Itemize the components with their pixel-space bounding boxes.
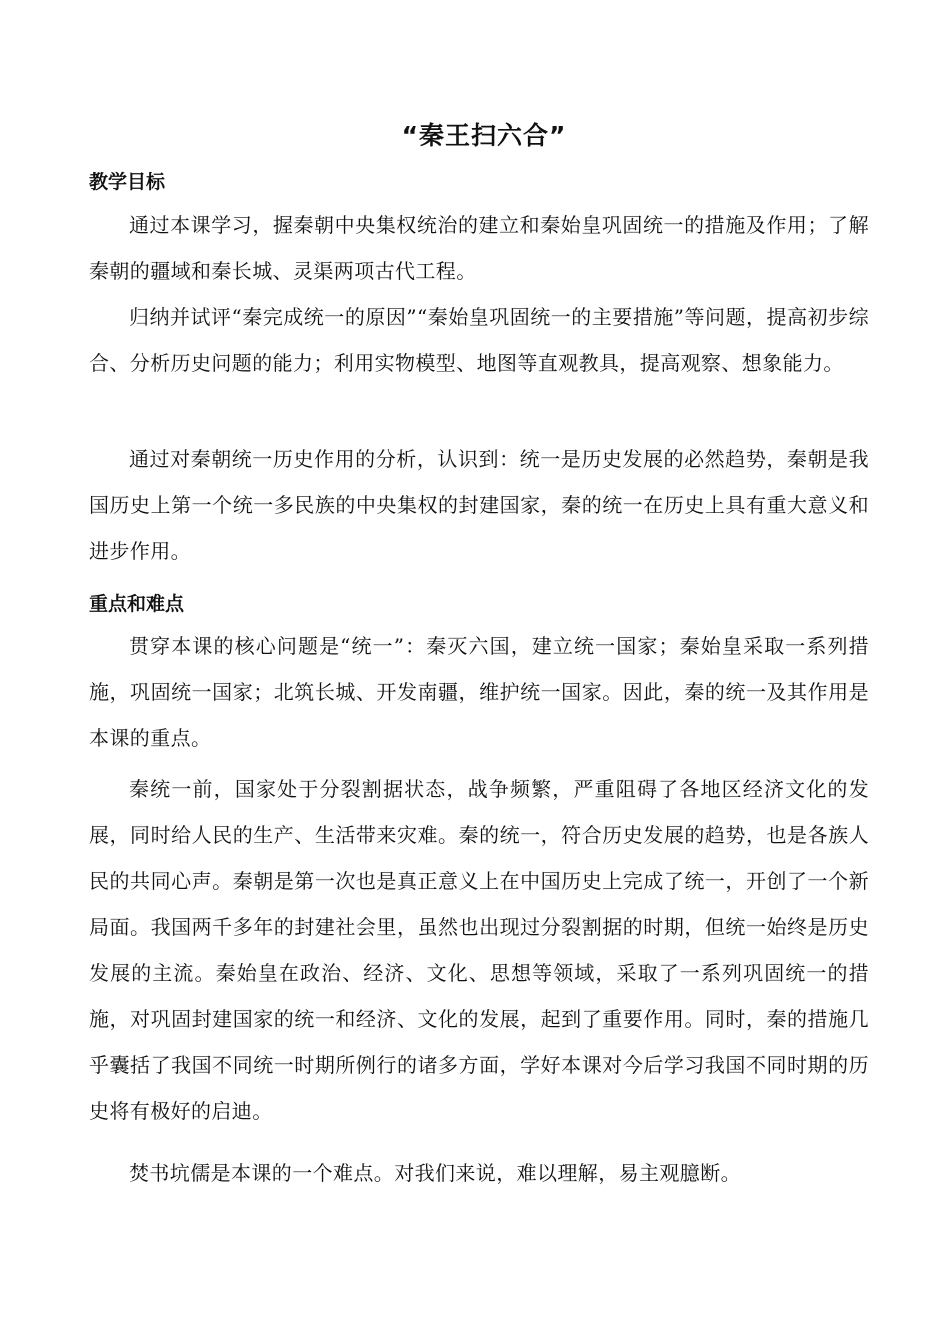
paragraph-objective-1: 通过本课学习，握秦朝中央集权统治的建立和秦始皇巩固统一的措施及作用；了解秦朝的疆域和秦长城、灵渠两项古代工程。 [89, 213, 869, 283]
paragraph-objective-2: 归纳并试评“秦完成统一的原因”“秦始皇巩固统一的主要措施”等问题，提高初步综合、分析历史问题的能力；利用实物模型、地图等直观教具，提高观察、想象能力。 [89, 305, 869, 375]
section-heading-objectives: 教学目标 [89, 171, 166, 193]
paragraph-key-point-2: 秦统一前，国家处于分裂割据状态，战争频繁，严重阻碍了各地区经济文化的发展，同时给人民的生产、生活带来灾难。秦的统一，符合历史发展的趋势，也是各族人民的共同心声。秦朝是第一次也是真正意义上在中国历史上完成了统一，开创了一个新局面。我国两千多年的封建社会里，虽然也出现过分裂割据的时期，但统一始终是历史发展的主流。秦始皇在政治、经济、文化、思想等领域，采取了一系列巩固统一的措施，对巩固封建国家的统一和经济、文化的发展，起到了重要作用。同时，秦的措施几乎囊括了我国不同统一时期所例行的诸多方面，学好本课对今后学习我国不同时期的历史将有极好的启迪。 [89, 777, 869, 1123]
document-title: “秦王扫六合” [401, 121, 567, 150]
paragraph-key-point-1: 贯穿本课的核心问题是“统一”：秦灭六国，建立统一国家；秦始皇采取一系列措施，巩固统一国家；北筑长城、开发南疆，维护统一国家。因此，秦的统一及其作用是本课的重点。 [89, 634, 869, 750]
paragraph-objective-3: 通过对秦朝统一历史作用的分析，认识到：统一是历史发展的必然趋势，秦朝是我国历史上第一个统一多民族的中央集权的封建国家，秦的统一在历史上具有重大意义和进步作用。 [89, 447, 869, 563]
section-heading-key-points: 重点和难点 [89, 593, 185, 615]
paragraph-key-point-3: 焚书坑儒是本课的一个难点。对我们来说，难以理解，易主观臆断。 [129, 1161, 741, 1185]
